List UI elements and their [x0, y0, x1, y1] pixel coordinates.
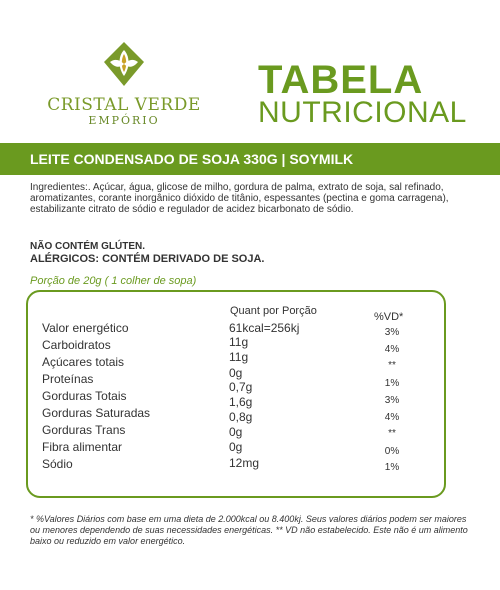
ingredients-text: Ingredientes:. Açúcar, água, glicose de milho, gordura de palma, extrato de soja, sal refinado, aromatizantes, corante inorgânico dióxido de titânio, espessantes (pectina e goma carragena), estabilizante citrato de sódio e regulador de acidez bicarbonato de sódio. [30, 182, 449, 215]
row-vd: 3% [384, 395, 400, 406]
row-label: Sódio [42, 457, 73, 471]
row-label: Gorduras Totais [42, 389, 127, 403]
row-vd: 1% [384, 378, 400, 389]
brand-subtitle: EMPÓRIO [88, 114, 160, 127]
header-vd: %VD* [374, 311, 404, 323]
row-vd: ** [388, 360, 396, 371]
brand-name: CRISTAL VERDE [47, 95, 201, 115]
allergen-notice: ALÉRGICOS: CONTÉM DERIVADO DE SOJA. [30, 253, 265, 265]
row-quantity: 0,8g [229, 410, 253, 424]
row-label: Valor energético [42, 321, 129, 335]
row-quantity: 0g [229, 425, 243, 439]
brand-logo [44, 40, 204, 130]
portion-text: Porção de 20g ( 1 colher de sopa) [30, 275, 197, 287]
row-vd: 0% [384, 446, 400, 457]
gluten-notice: NÃO CONTÉM GLÚTEN. [30, 241, 145, 252]
footnote: * %Valores Diários com base em uma dieta de 2.000kcal ou 8.400kj. Seus valores diários podem ser maiores ou menores dependendo de suas necessidades energéticas. ** VD não estabelecido. Este não é um alimento baixo ou reduzido em valor energético. [30, 514, 468, 546]
row-quantity: 12mg [229, 456, 260, 470]
leaf-diamond-icon [100, 40, 148, 90]
row-quantity: 0,7g [229, 380, 253, 394]
row-label: Proteínas [42, 372, 94, 386]
row-vd: 4% [384, 412, 400, 423]
title-line1: TABELA [258, 58, 424, 102]
row-quantity: 1,6g [229, 395, 253, 409]
product-banner: LEITE CONDENSADO DE SOJA 330G | SOYMILK [0, 143, 500, 175]
row-quantity: 11g [229, 350, 249, 364]
row-vd: 4% [384, 344, 400, 355]
row-quantity: 0g [229, 366, 243, 380]
row-vd: 1% [384, 462, 400, 473]
title-line2: NUTRICIONAL [258, 96, 467, 129]
row-quantity: 11g [229, 335, 249, 349]
row-quantity: 61kcal=256kj [229, 321, 300, 335]
row-vd: 3% [384, 327, 400, 338]
row-label: Carboidratos [42, 338, 111, 352]
header-quantity: Quant por Porção [230, 305, 317, 317]
row-vd: ** [388, 428, 396, 439]
row-label: Gorduras Trans [42, 423, 126, 437]
row-label: Açúcares totais [42, 355, 125, 369]
row-label: Gorduras Saturadas [42, 406, 151, 420]
row-quantity: 0g [229, 440, 243, 454]
row-label: Fibra alimentar [42, 440, 123, 454]
